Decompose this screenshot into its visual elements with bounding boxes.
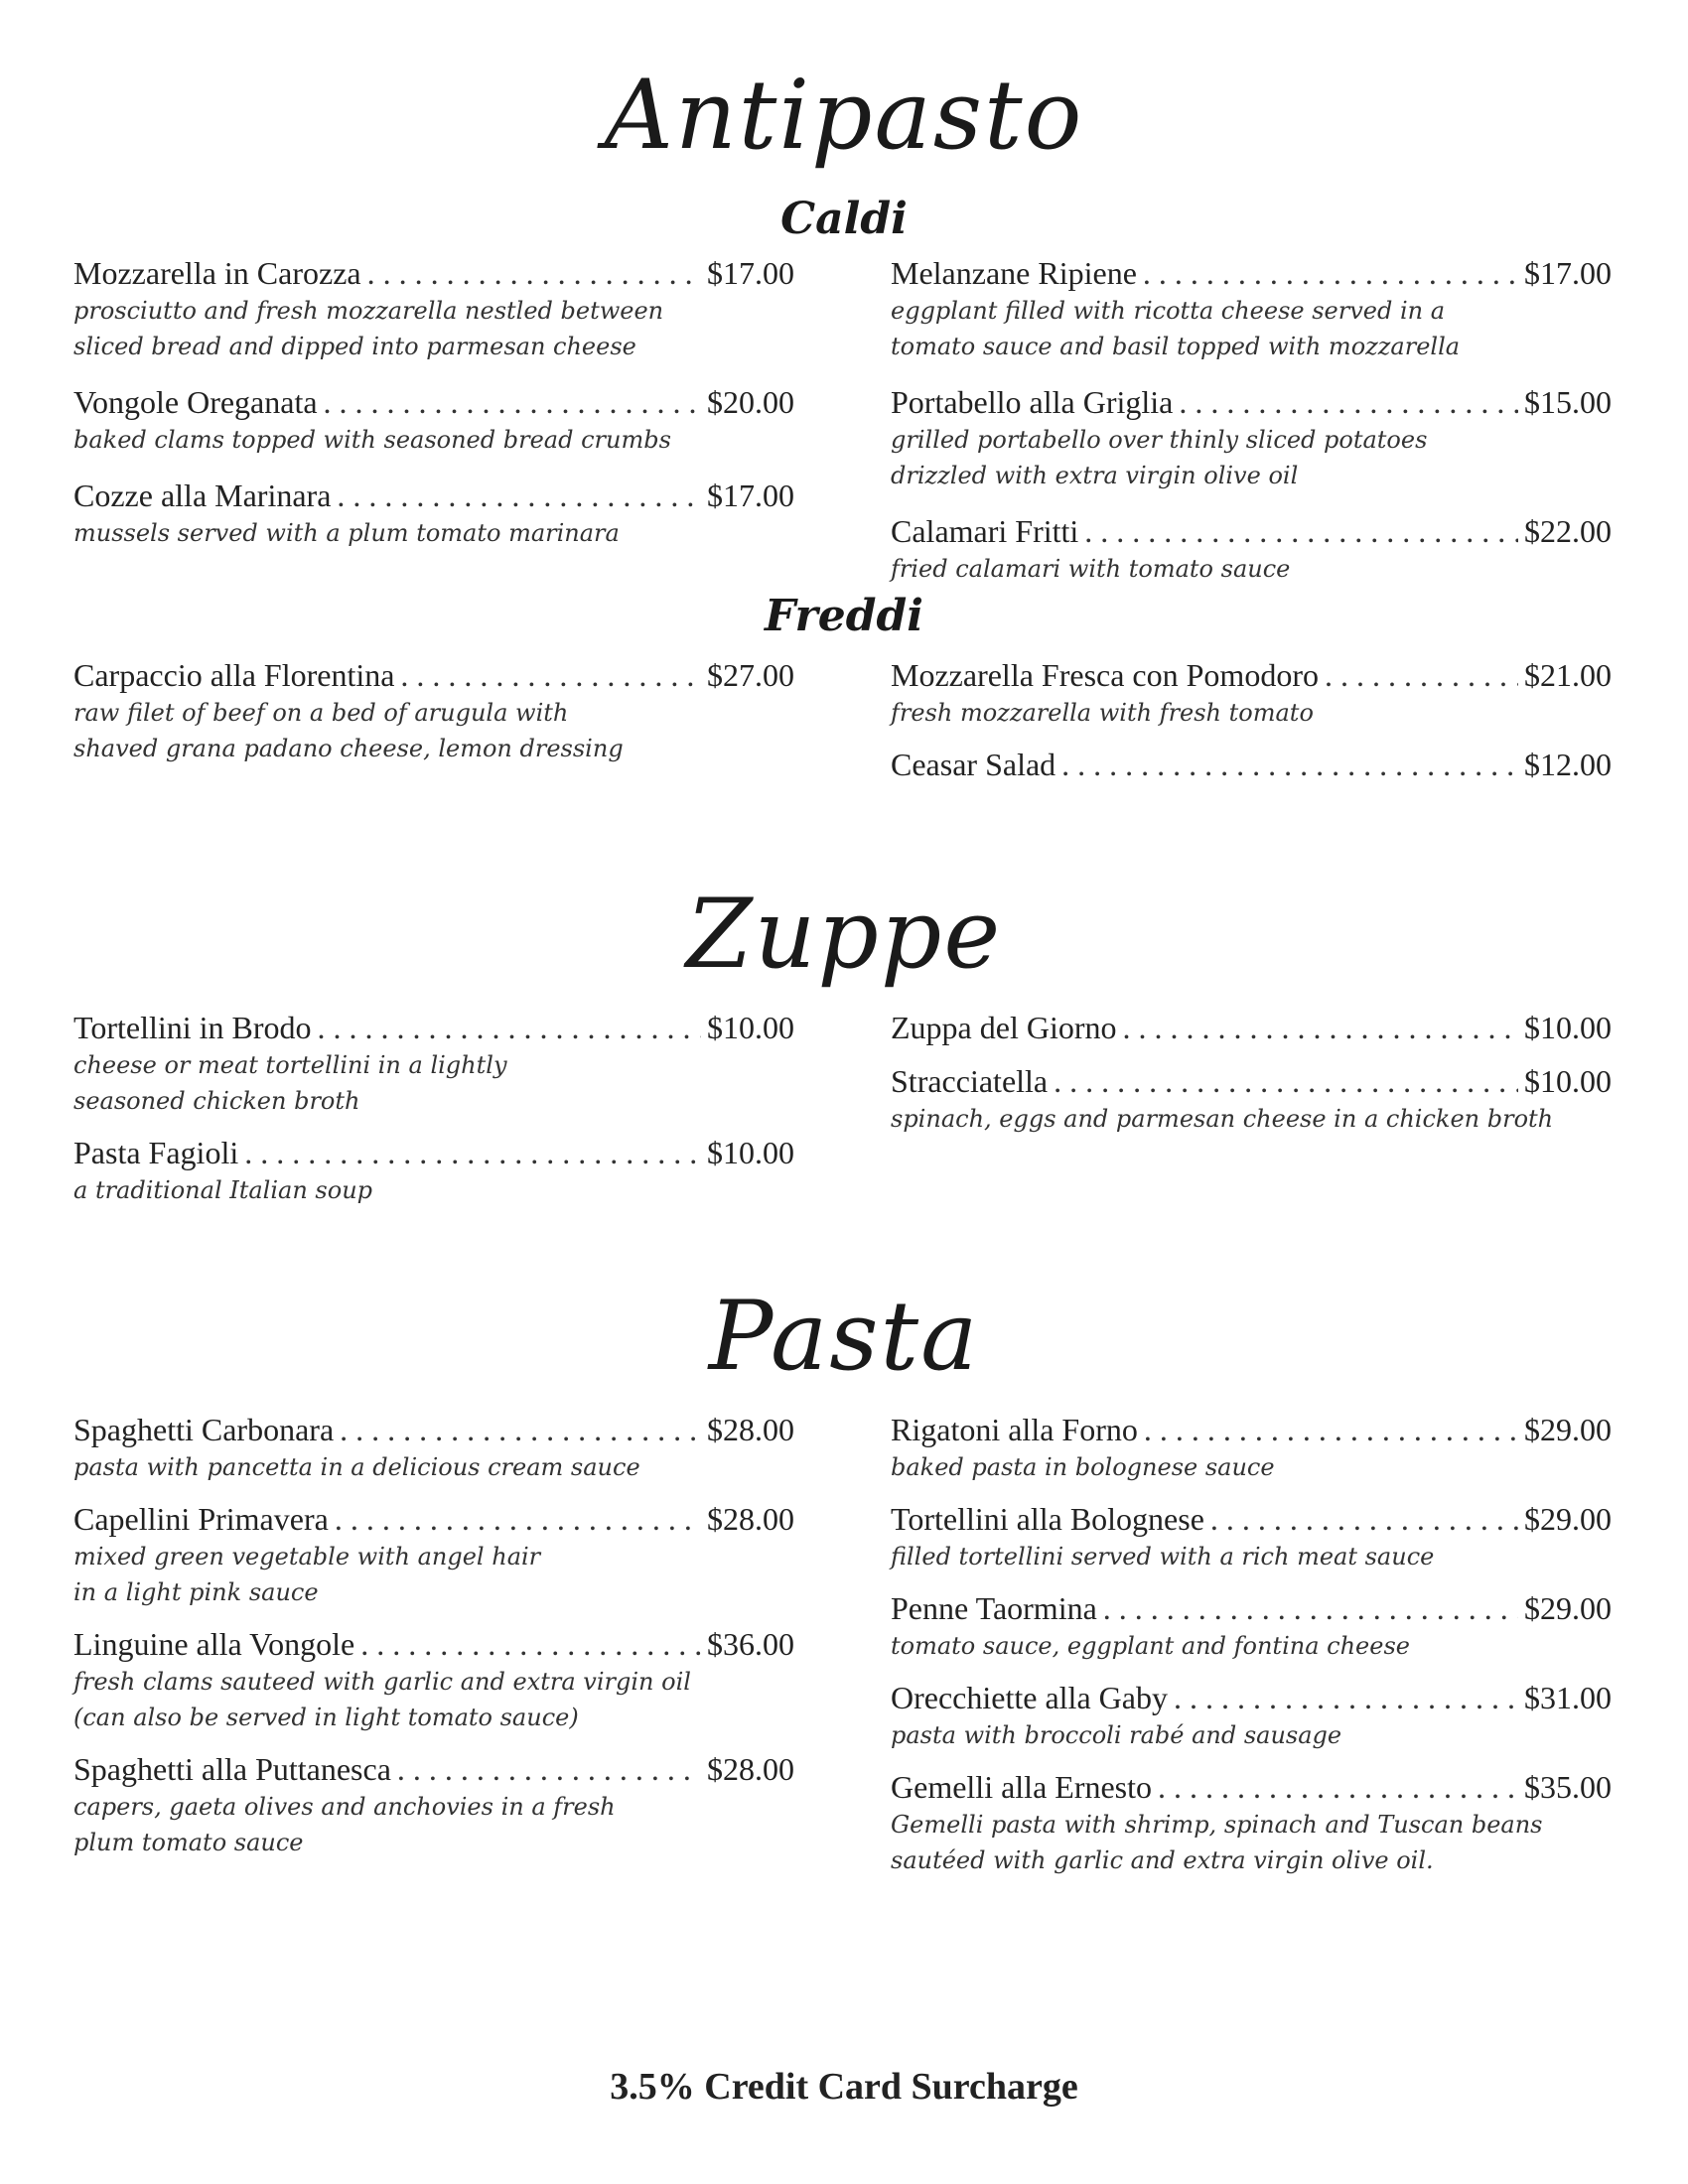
menu-item-price: $22.00	[1524, 513, 1612, 549]
menu-item-row	[73, 1624, 794, 1664]
menu-item-description: shaved grana padano cheese, lemon dressing	[73, 735, 624, 762]
menu-item-price: $17.00	[707, 255, 794, 291]
menu-item-price: $28.00	[707, 1412, 794, 1447]
dot-leader	[1061, 745, 1518, 784]
menu-item-name: Orecchiette alla Gaby	[891, 1680, 1168, 1715]
menu-item-description: a traditional Italian soup	[73, 1176, 373, 1204]
menu-item-description: Gemelli pasta with shrimp, spinach and Tuscan beans	[891, 1811, 1543, 1839]
menu-item-price: $29.00	[1524, 1590, 1612, 1626]
dot-leader	[318, 1008, 701, 1047]
menu-item-description: seasoned chicken broth	[73, 1087, 360, 1115]
menu-item-row	[891, 745, 1612, 784]
pasta-title: Pasta	[708, 1281, 980, 1392]
menu-item-description: pasta with broccoli rabé and sausage	[891, 1721, 1342, 1749]
menu-item-row	[73, 382, 794, 422]
menu-item-description: fried calamari with tomato sauce	[891, 555, 1291, 583]
menu-item-description: prosciutto and fresh mozzarella nestled between	[73, 297, 664, 325]
menu-item-name: Vongole Oreganata	[73, 384, 318, 420]
menu-item-price: $21.00	[1524, 657, 1612, 693]
dot-leader	[1158, 1767, 1518, 1807]
zuppe-left-column	[73, 1008, 794, 1208]
menu-item-name: Calamari Fritti	[891, 513, 1079, 549]
dot-leader	[367, 253, 701, 293]
menu-item	[891, 655, 1612, 731]
menu-item-price: $12.00	[1524, 747, 1612, 782]
menu-item-description: in a light pink sauce	[73, 1578, 319, 1606]
dot-leader	[337, 476, 701, 515]
caldi-subtitle: Caldi	[780, 194, 908, 244]
menu-item-description: raw filet of beef on a bed of arugula with	[73, 699, 569, 727]
menu-item-description: mixed green vegetable with angel hair	[73, 1543, 541, 1570]
menu-item	[73, 655, 794, 766]
menu-item-row	[891, 382, 1612, 422]
dot-leader	[335, 1499, 701, 1539]
dot-leader	[1054, 1061, 1518, 1101]
menu-item-description: fresh mozzarella with fresh tomato	[891, 699, 1314, 727]
menu-item-row	[73, 476, 794, 515]
menu-item-description: (can also be served in light tomato sauce)	[73, 1704, 579, 1731]
menu-item-row	[891, 1588, 1612, 1628]
menu-item-row	[891, 1008, 1612, 1047]
menu-item-row	[891, 511, 1612, 551]
menu-item-price: $27.00	[707, 657, 794, 693]
menu-item-price: $15.00	[1524, 384, 1612, 420]
menu-item-row	[891, 1499, 1612, 1539]
menu-item-description: spinach, eggs and parmesan cheese in a chicken broth	[891, 1105, 1554, 1133]
menu-item-price: $29.00	[1524, 1501, 1612, 1537]
dot-leader	[397, 1749, 701, 1789]
menu-item	[891, 1410, 1612, 1485]
menu-item-price: $31.00	[1524, 1680, 1612, 1715]
menu-item-description: baked clams topped with seasoned bread crumbs	[73, 426, 671, 454]
menu-item-description: sautéed with garlic and extra virgin olive oil.	[891, 1846, 1434, 1874]
dot-leader	[1143, 253, 1518, 293]
menu-item-name: Penne Taormina	[891, 1590, 1097, 1626]
dot-leader	[1210, 1499, 1518, 1539]
dot-leader	[400, 655, 701, 695]
menu-item-price: $28.00	[707, 1751, 794, 1787]
menu-item-name: Capellini Primavera	[73, 1501, 329, 1537]
freddi-left-column	[73, 655, 794, 766]
menu-item-name: Spaghetti alla Puttanesca	[73, 1751, 391, 1787]
dot-leader	[1179, 382, 1518, 422]
menu-item-row	[891, 1678, 1612, 1717]
menu-item	[891, 511, 1612, 587]
zuppe-right-column	[891, 1008, 1612, 1137]
caldi-left-column	[73, 253, 794, 551]
menu-item	[73, 1499, 794, 1610]
menu-item-description: pasta with pancetta in a delicious cream sauce	[73, 1453, 640, 1481]
menu-item-name: Linguine alla Vongole	[73, 1626, 355, 1662]
dot-leader	[1174, 1678, 1518, 1717]
menu-item-row	[891, 1061, 1612, 1101]
dot-leader	[1084, 511, 1518, 551]
menu-item-price: $10.00	[1524, 1010, 1612, 1045]
dot-leader	[360, 1624, 701, 1664]
dot-leader	[244, 1133, 701, 1172]
menu-item-name: Portabello alla Griglia	[891, 384, 1174, 420]
menu-item-description: baked pasta in bolognese sauce	[891, 1453, 1275, 1481]
menu-item-price: $10.00	[707, 1135, 794, 1170]
antipasto-title: Antipasto	[604, 60, 1084, 171]
menu-item-row	[891, 1410, 1612, 1449]
menu-item-name: Ceasar Salad	[891, 747, 1056, 782]
zuppe-title: Zuppe	[685, 879, 1003, 990]
menu-item-name: Melanzane Ripiene	[891, 255, 1137, 291]
menu-item-row	[73, 1410, 794, 1449]
menu-item-description: cheese or meat tortellini in a lightly	[73, 1051, 507, 1079]
menu-item-name: Zuppa del Giorno	[891, 1010, 1117, 1045]
menu-item-name: Spaghetti Carbonara	[73, 1412, 335, 1447]
dot-leader	[340, 1410, 701, 1449]
dot-leader	[1123, 1008, 1519, 1047]
menu-item-price: $17.00	[1524, 255, 1612, 291]
menu-item	[73, 253, 794, 364]
menu-item	[891, 382, 1612, 493]
freddi-right-column	[891, 655, 1612, 784]
menu-item-name: Stracciatella	[891, 1063, 1049, 1099]
menu-item-price: $35.00	[1524, 1769, 1612, 1805]
menu-item-name: Tortellini alla Bolognese	[891, 1501, 1204, 1537]
credit-card-surcharge-note: 3.5% Credit Card Surcharge	[610, 2066, 1078, 2108]
dot-leader	[324, 382, 701, 422]
menu-item-description: capers, gaeta olives and anchovies in a fresh	[73, 1793, 616, 1821]
menu-item-row	[73, 1133, 794, 1172]
menu-item-row	[73, 1749, 794, 1789]
menu-item	[73, 1410, 794, 1485]
menu-item-price: $17.00	[707, 478, 794, 513]
menu-item-row	[73, 253, 794, 293]
menu-item	[73, 1133, 794, 1208]
menu-item-price: $10.00	[1524, 1063, 1612, 1099]
pasta-right-column	[891, 1410, 1612, 1878]
menu-item-row	[891, 253, 1612, 293]
menu-item-name: Cozze alla Marinara	[73, 478, 332, 513]
menu-item	[73, 1749, 794, 1860]
menu-item	[891, 1678, 1612, 1753]
dot-leader	[1144, 1410, 1518, 1449]
menu-item-row	[73, 1499, 794, 1539]
menu-item-price: $20.00	[707, 384, 794, 420]
menu-item	[73, 476, 794, 551]
menu-item-description: eggplant filled with ricotta cheese served in a	[891, 297, 1446, 325]
menu-item	[73, 382, 794, 458]
menu-item-row	[73, 655, 794, 695]
menu-item-price: $36.00	[707, 1626, 794, 1662]
menu-item-name: Mozzarella Fresca con Pomodoro	[891, 657, 1319, 693]
menu-item-name: Rigatoni alla Forno	[891, 1412, 1138, 1447]
menu-item	[73, 1624, 794, 1735]
menu-item-price: $10.00	[707, 1010, 794, 1045]
menu-item-description: grilled portabello over thinly sliced potatoes	[891, 426, 1428, 454]
menu-item-description: tomato sauce, eggplant and fontina cheese	[891, 1632, 1410, 1660]
menu-item	[891, 253, 1612, 364]
menu-item	[891, 1767, 1612, 1878]
menu-item-name: Gemelli alla Ernesto	[891, 1769, 1153, 1805]
menu-item-row	[73, 1008, 794, 1047]
menu-item-description: mussels served with a plum tomato marinara	[73, 519, 620, 547]
dot-leader	[1325, 655, 1518, 695]
menu-item-description: sliced bread and dipped into parmesan cheese	[73, 333, 636, 360]
menu-item	[891, 1499, 1612, 1574]
menu-item-row	[891, 1767, 1612, 1807]
menu-item	[891, 1008, 1612, 1047]
dot-leader	[1103, 1588, 1518, 1628]
menu-item-description: plum tomato sauce	[73, 1829, 304, 1856]
menu-item-description: drizzled with extra virgin olive oil	[891, 462, 1299, 489]
menu-item	[73, 1008, 794, 1119]
menu-item-price: $29.00	[1524, 1412, 1612, 1447]
menu-item-description: filled tortellini served with a rich meat sauce	[891, 1543, 1435, 1570]
menu-item-description: tomato sauce and basil topped with mozzarella	[891, 333, 1461, 360]
menu-item-price: $28.00	[707, 1501, 794, 1537]
menu-item-name: Carpaccio alla Florentina	[73, 657, 395, 693]
freddi-subtitle: Freddi	[765, 591, 923, 641]
menu-item-description: fresh clams sauteed with garlic and extra virgin oil	[73, 1668, 691, 1696]
menu-item-row	[891, 655, 1612, 695]
pasta-left-column	[73, 1410, 794, 1860]
menu-item-name: Mozzarella in Carozza	[73, 255, 361, 291]
menu-item-name: Tortellini in Brodo	[73, 1010, 312, 1045]
menu-item	[891, 745, 1612, 784]
menu-item-name: Pasta Fagioli	[73, 1135, 239, 1170]
caldi-right-column	[891, 253, 1612, 587]
menu-item	[891, 1588, 1612, 1664]
menu-item	[891, 1061, 1612, 1137]
